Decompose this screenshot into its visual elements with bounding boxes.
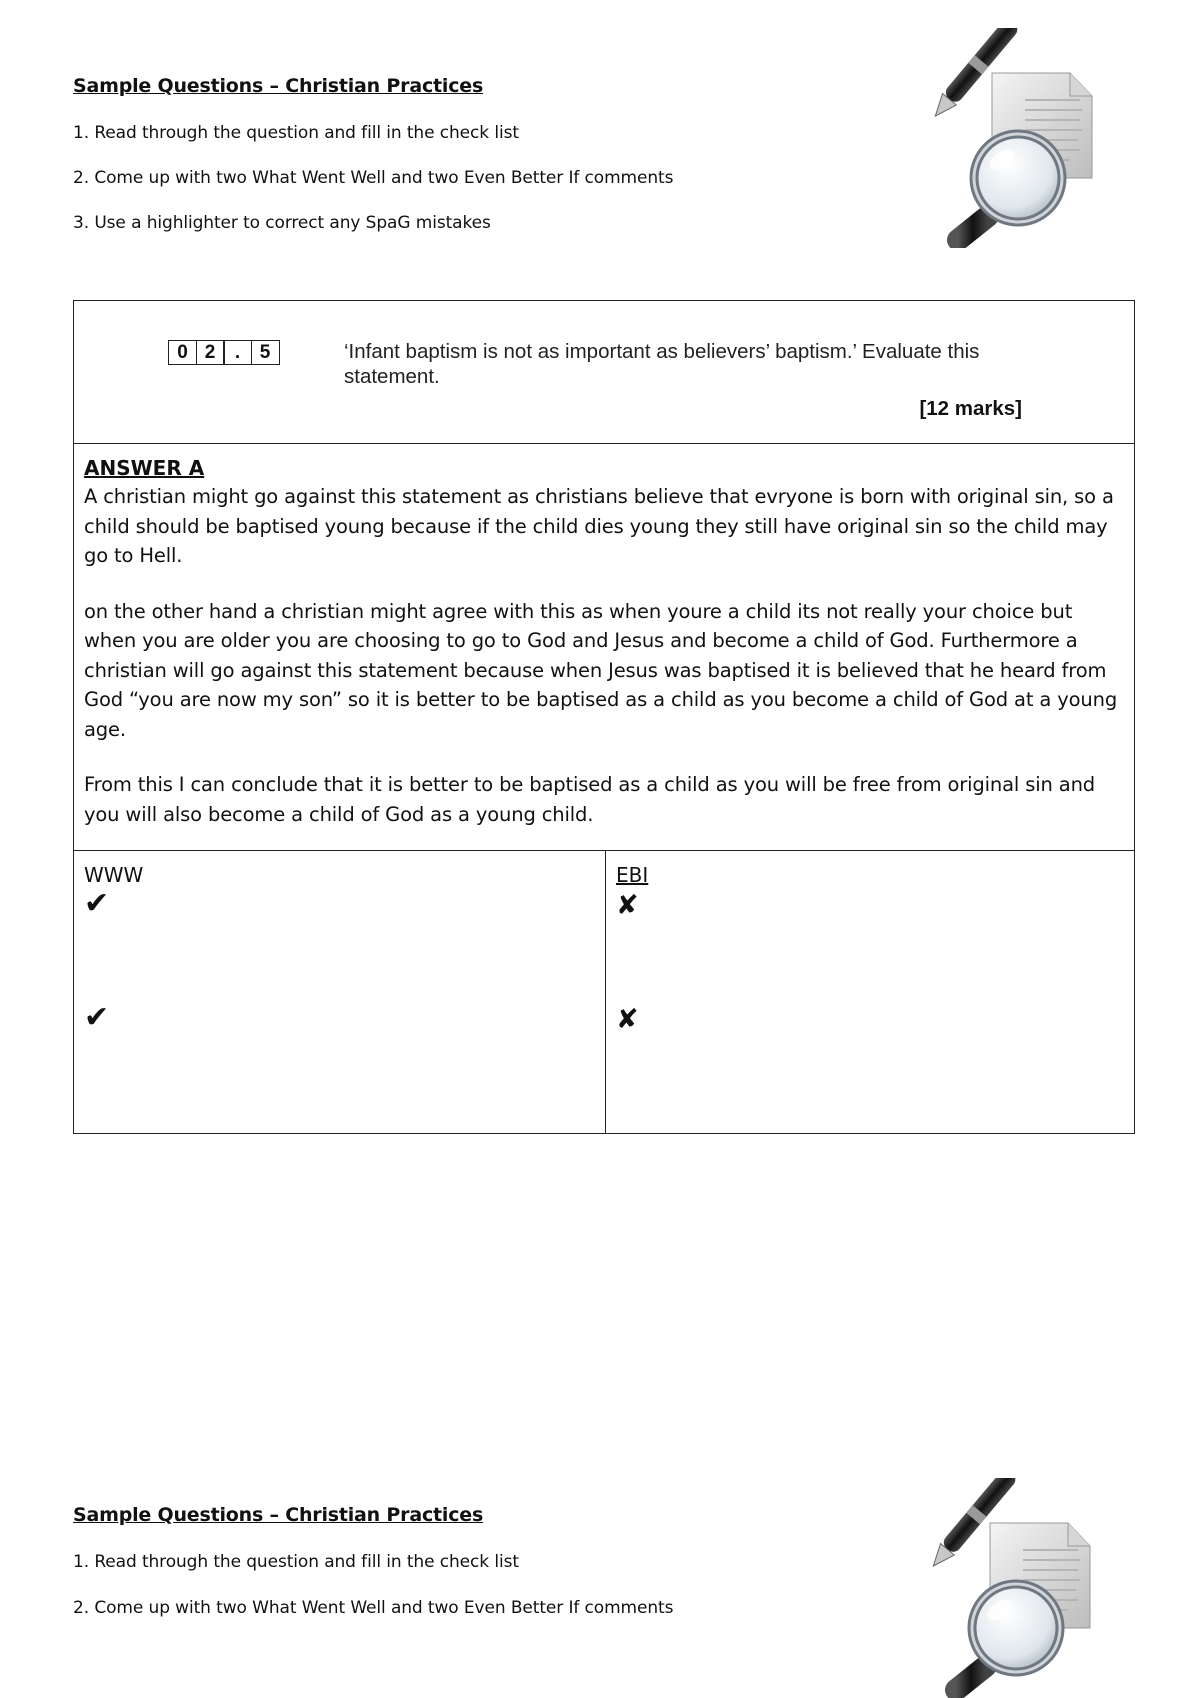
- worksheet-section-2: [0, 1400, 1200, 1696]
- feedback-grid: [74, 851, 1134, 1133]
- www-column[interactable]: [74, 851, 606, 1133]
- question-number-box: 2: [196, 340, 225, 365]
- magnifier-pen-document-icon: [928, 1478, 1098, 1698]
- instruction-1: 1. Read through the question and fill in the check list: [73, 1552, 519, 1572]
- ebi-column[interactable]: [606, 851, 1134, 1133]
- instruction-2: 2. Come up with two What Went Well and two Even Better If comments: [73, 1598, 674, 1618]
- instruction-3: 3. Use a highlighter to correct any SpaG mistakes: [73, 213, 491, 233]
- question-number-box: .: [223, 340, 252, 365]
- answer-a: [74, 444, 1134, 851]
- question-marks: [12 marks]: [919, 397, 1022, 420]
- cross-icon: ✘: [616, 890, 639, 921]
- ebi-label: EBI: [616, 863, 649, 887]
- answer-paragraph: on the other hand a christian might agree with this as when youre a child its not really your choice but when you are older you are choosing to go to God and Jesus and become a child of God. Furthermore a christian will go against this statement because when Jesus was baptised it is believed that he heard from God “you are now my son” so it is better to be baptised as a child as you become a child of God at a young age.: [84, 599, 1118, 741]
- question-number: [168, 340, 280, 365]
- question-table: [73, 300, 1135, 1134]
- www-label: WWW: [84, 863, 144, 887]
- magnifier-pen-document-icon: [930, 28, 1100, 248]
- tick-icon: ✔: [84, 886, 110, 921]
- answer-title: ANSWER A: [84, 456, 205, 480]
- tick-icon: ✔: [84, 1000, 110, 1035]
- instruction-1: 1. Read through the question and fill in the check list: [73, 123, 519, 143]
- answer-paragraph: A christian might go against this statement as christians believe that evryone is born with original sin, so a child should be baptised young because if the child dies young they still have original sin so the child may go to Hell.: [84, 485, 1114, 567]
- cross-icon: ✘: [616, 1004, 639, 1035]
- instruction-2: 2. Come up with two What Went Well and two Even Better If comments: [73, 168, 674, 188]
- question-text: ‘Infant baptism is not as important as believers’ baptism.’ Evaluate this statement.: [344, 340, 980, 388]
- question-number-box: 5: [251, 340, 280, 365]
- page-title: Sample Questions – Christian Practices: [73, 1504, 484, 1526]
- page-title: Sample Questions – Christian Practices: [73, 75, 484, 97]
- answer-paragraph: From this I can conclude that it is better to be baptised as a child as you will be free from original sin and you will also become a child of God as a young child.: [84, 773, 1096, 826]
- question-header: [74, 301, 1134, 444]
- question-number-box: 0: [168, 340, 197, 365]
